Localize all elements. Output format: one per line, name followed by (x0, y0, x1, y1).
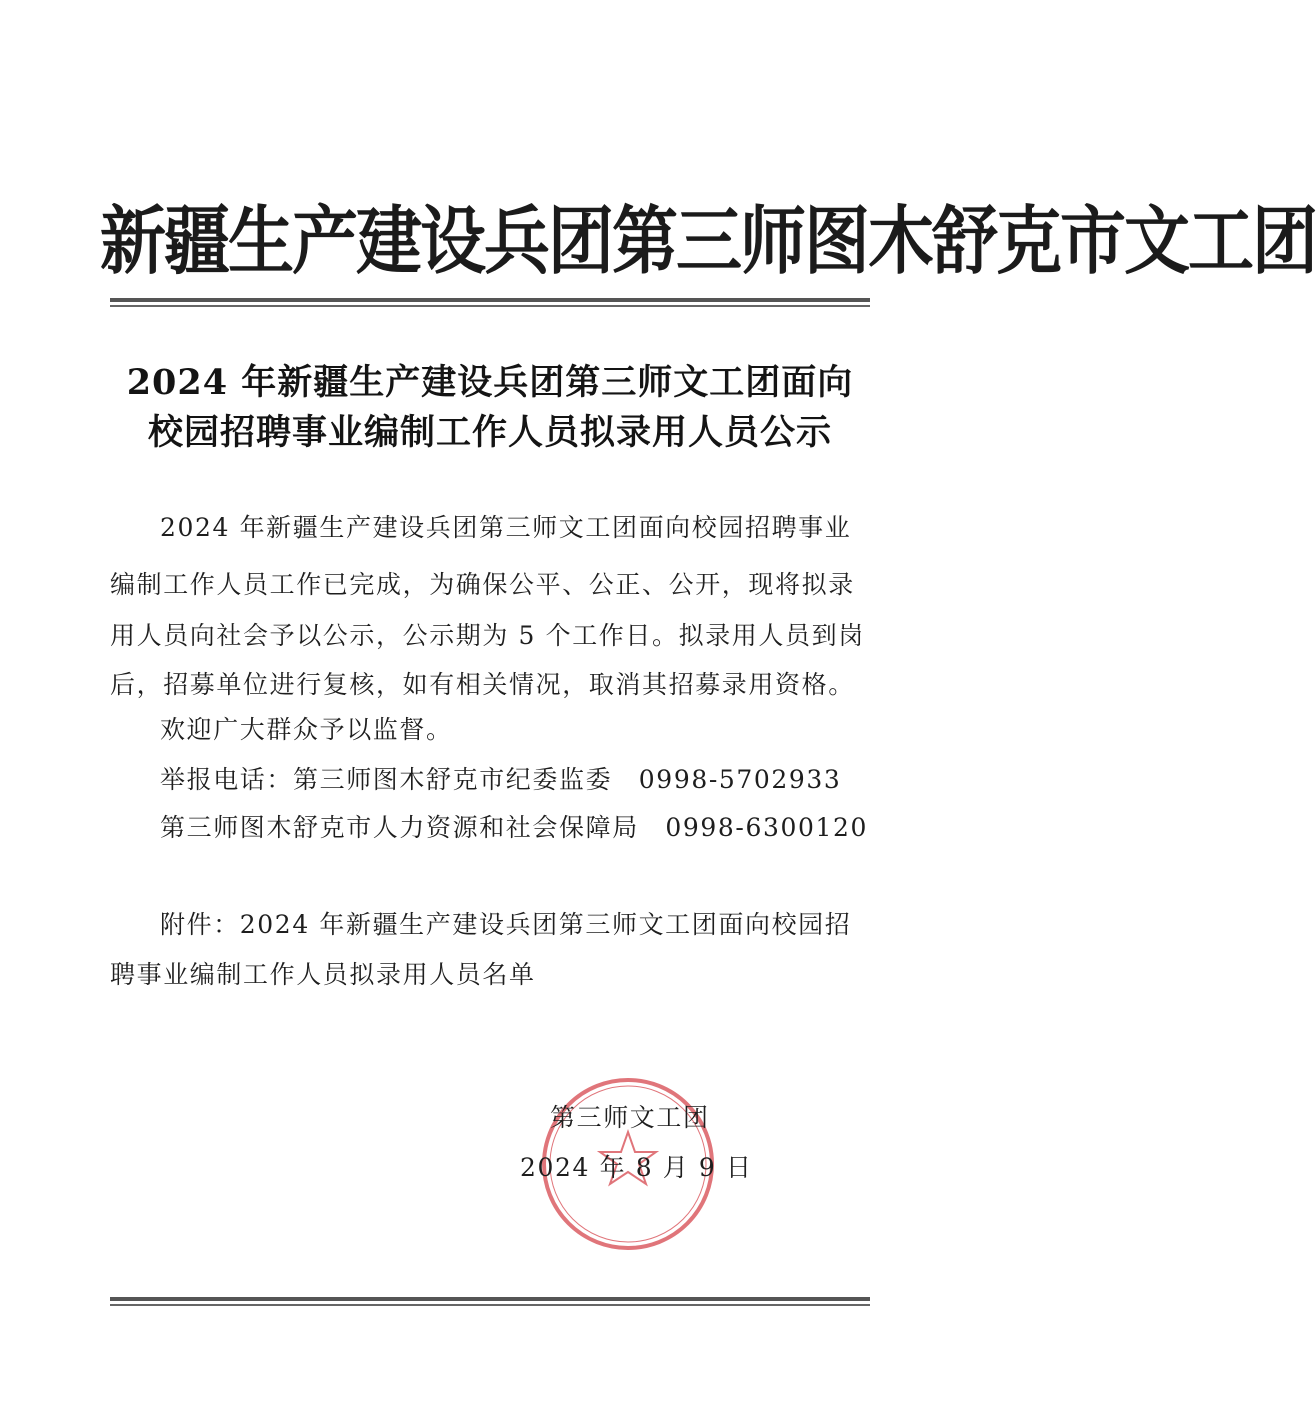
body-para1-line1: 2024 年新疆生产建设兵团第三师文工团面向校园招聘事业 (160, 513, 852, 542)
attachment-line-2: 聘事业编制工作人员拟录用人员名单 (110, 960, 536, 989)
body-para1-line3: 用人员向社会予以公示，公示期为 5 个工作日。拟录用人员到岗 (110, 621, 865, 650)
signature-date: 2024 年 8 月 9 日 (520, 1153, 753, 1182)
notice-title-line-2: 校园招聘事业编制工作人员拟录用人员公示 (147, 412, 832, 453)
header-rule-thick (110, 298, 870, 302)
signature-org: 第三师文工团 (550, 1103, 710, 1132)
body-para2: 欢迎广大群众予以监督。 (160, 715, 453, 744)
attachment-line-1: 附件：2024 年新疆生产建设兵团第三师文工团面向校园招 (160, 910, 852, 939)
header-rule-thin (110, 305, 870, 307)
notice-title-line-1: 2024 年新疆生产建设兵团第三师文工团面向 (126, 362, 854, 403)
body-para1-line2: 编制工作人员工作已完成，为确保公平、公正、公开，现将拟录 (110, 570, 855, 599)
body-para1-line4: 后，招募单位进行复核，如有相关情况，取消其招募录用资格。 (110, 670, 855, 699)
report-line-1: 举报电话：第三师图木舒克市纪委监委 0998-5702933 (160, 765, 842, 794)
org-header: 新疆生产建设兵团第三师图木舒克市文工团 (100, 198, 1316, 285)
footer-rule-thin (110, 1304, 870, 1306)
footer-rule-thick (110, 1297, 870, 1301)
report-line-2: 第三师图木舒克市人力资源和社会保障局 0998-6300120 (160, 813, 869, 842)
